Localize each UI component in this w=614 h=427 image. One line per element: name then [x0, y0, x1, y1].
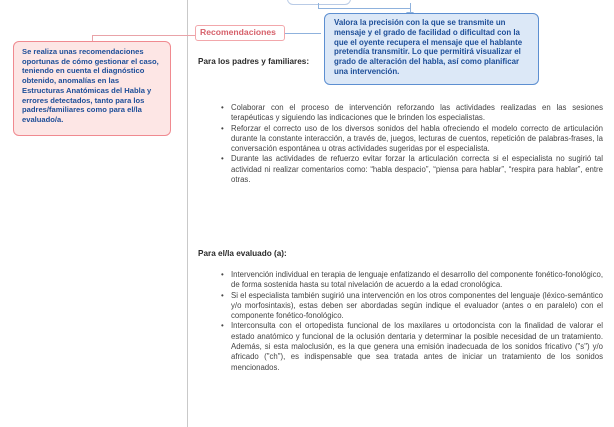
- parents-list-container: [221, 103, 603, 185]
- pink-connector-line: [92, 35, 195, 36]
- list-item: • Colaborar con el proceso de intervención reforzando las actividades realizadas en las sesiones terapéuticas y siguiendo las indicaciones que le brinden los especialistas.: [221, 103, 603, 124]
- recommendations-tag: [195, 25, 285, 41]
- list-item: • Interconsulta con el ortopedista funcional de los maxilares u ortodoncista con la finalidad de valorar el estado anatómico y funcional de la oclusión dentaria y determinar la posible necesidad de un tratamiento. Además, si esta maloclusión, es la que genera una emisión inadecuada de los sonidos fricativo ("s") y/o africado ("ch"), es indispensable que sea tratada antes de iniciar un tratamiento de los sonidos mencionados.: [221, 321, 603, 372]
- list-item: • Reforzar el correcto uso de los diversos sonidos del habla ofreciendo el modelo correcto de articulación durante la constante interacción, a través de, juegos, lecturas de cuentos, repetición de palabras-frases, la conversación espontánea u otras actividades sugeridas por el especialista.: [221, 124, 603, 155]
- blue-connector-line: [318, 8, 410, 9]
- left-annotation-callout: [13, 41, 171, 136]
- left-annotation-text: Se realiza unas recomendaciones oportunas de cómo gestionar el caso, teniendo en cuenta el diagnóstico obtenido, anomalías en las Estructuras Anatómicas del Habla y errores detectados, tanto para los padres/familiares como para el/la evaluado/a.: [22, 47, 159, 124]
- page-left-rule: [187, 0, 188, 427]
- parents-recommendations-list: [221, 103, 603, 185]
- right-annotation-text: Valora la precisión con la que se transmite un mensaje y el grado de facilidad o dificultad con la que el oyente recupera el mensaje que el hablante pretendía transmitir. Lo que permitirá visualizar el grado de alteración del habla, así como planificar una intervención.: [334, 18, 523, 76]
- list-item: • Durante las actividades de refuerzo evitar forzar la articulación correcta si el especialista no sugirió tal actividad ni realizar comentarios como: “habla despacio”, “piensa para hablar”, “respira para hablar”, entre otras.: [221, 154, 603, 185]
- evaluated-heading: Para el/la evaluado (a):: [198, 249, 287, 258]
- evaluated-recommendations-list: [221, 270, 603, 373]
- recommendations-tag-label: Recomendaciones: [200, 27, 276, 37]
- evaluated-list-container: [221, 270, 603, 373]
- right-annotation-callout: [324, 13, 539, 85]
- blue-to-tag-connector: [285, 33, 321, 34]
- parents-heading: Para los padres y familiares:: [198, 57, 310, 66]
- top-callout-stub: [287, 0, 351, 5]
- list-item: • Intervención individual en terapia de lenguaje enfatizando el desarrollo del componente fonético-fonológico, de forma sostenida hasta su total nivelación de acuerdo a la edad cronológica.: [221, 270, 603, 291]
- list-item: • Si el especialista también sugirió una intervención en los otros componentes del lenguaje (léxico-semántico y/o morfosintaxis), estas deben ser abordadas según indique el evaluador (antes o en paralelo) con el componente fonético-fonológico.: [221, 291, 603, 322]
